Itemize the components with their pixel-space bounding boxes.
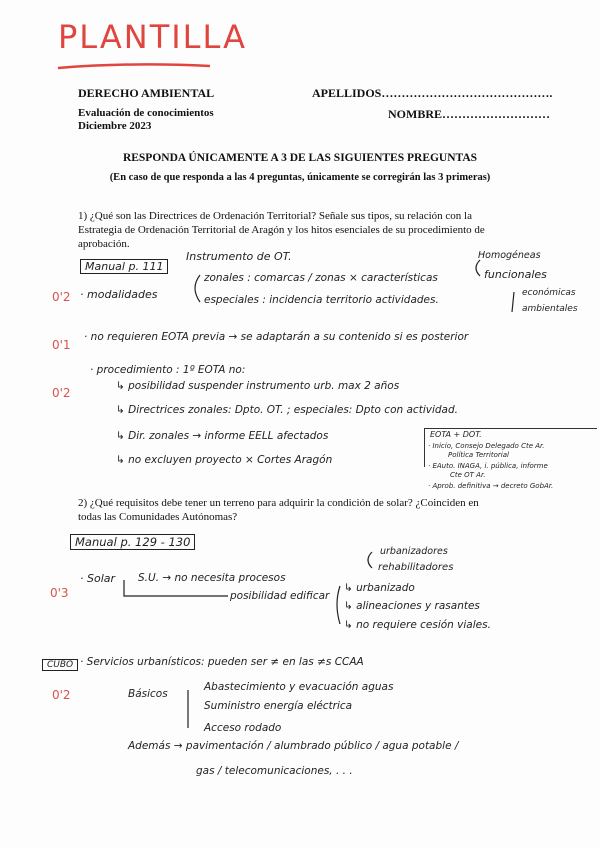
q2-bullet-1: ↳ urbanizado <box>344 582 415 594</box>
q2-score-a: 0'3 <box>50 586 69 600</box>
instructions-title: RESPONDA ÚNICAMENTE A 3 DE LAS SIGUIENTES PREGUNTAS <box>122 152 478 164</box>
q2-posibilidad: posibilidad edificar <box>230 590 330 602</box>
q1-modalidades: · modalidades <box>80 288 158 301</box>
q1-ambientales: ambientales <box>522 304 578 314</box>
q2-basicos: Básicos <box>128 688 168 700</box>
exam-type: Evaluación de conocimientos <box>78 107 214 119</box>
q2-solar: · Solar <box>80 572 116 585</box>
q2-service-1: Abastecimiento y evacuación aguas <box>204 681 394 693</box>
q1-no-requieren: · no requieren EOTA previa → se adaptarán a su contenido si es posterior <box>84 331 469 343</box>
q1-manual-reference: Manual p. 111 <box>80 259 168 274</box>
question-2-line-2: todas las Comunidades Autónomas? <box>78 511 238 523</box>
subject-title: DERECHO AMBIENTAL <box>78 86 215 100</box>
q2-suelo-urbano: S.U. → no necesita procesos <box>138 572 286 584</box>
q2-bullet-3: ↳ no requiere cesión viales. <box>344 619 491 631</box>
question-2-line-1: 2) ¿Qué requisitos debe tener un terreno para adquirir la condición de solar? ¿Coinciden en <box>78 497 479 509</box>
q1-side-2: · EAuto. INAGA, i. pública, informe <box>428 462 548 470</box>
q2-service-2: Suministro energía eléctrica <box>204 700 353 712</box>
instructions-note: (En caso de que responda a las 4 preguntas, únicamente se corregirán las 3 primeras) <box>109 172 491 183</box>
q2-ademas: Además → pavimentación / alumbrado público / agua potable / <box>128 740 459 752</box>
q2-service-3: Acceso rodado <box>204 722 282 734</box>
q2-rehabilitadores: rehabilitadores <box>378 562 454 573</box>
q2-ademas-2: gas / telecomunicaciones, . . . <box>196 765 353 777</box>
q1-score-b: 0'1 <box>52 338 71 352</box>
q1-side-title: EOTA + DOT. <box>430 430 482 439</box>
q1-score-c: 0'2 <box>52 386 71 400</box>
q2-servicios: · Servicios urbanísticos: pueden ser ≠ en las ≠s CCAA <box>80 656 364 668</box>
q1-score-a: 0'2 <box>52 290 71 304</box>
q1-step-2: ↳ Directrices zonales: Dpto. OT. ; especiales: Dpto con actividad. <box>116 404 458 416</box>
question-1-line-3: aprobación. <box>78 238 130 250</box>
question-1-line-1: 1) ¿Qué son las Directrices de Ordenación Territorial? Señale sus tipos, su relación con la <box>78 210 472 222</box>
q1-side-3: · Aprob. definitiva → decreto GobAr. <box>428 482 554 490</box>
q1-zonales: zonales : comarcas / zonas × características <box>204 272 438 284</box>
q1-especiales: especiales : incidencia territorio actividades. <box>204 294 439 306</box>
q2-bullet-2: ↳ alineaciones y rasantes <box>344 600 480 612</box>
q1-note-intro: Instrumento de OT. <box>186 250 292 263</box>
q1-side-1: · Inicio, Consejo Delegado Cte Ar. <box>428 442 545 450</box>
name-field: NOMBRE……………………… <box>388 107 550 121</box>
q2-cubo-tag: CUBO <box>42 659 78 671</box>
surname-field: APELLIDOS……………………………………. <box>312 86 553 100</box>
q1-funcionales: funcionales <box>484 268 547 281</box>
plantilla-stamp: PLANTILLA <box>58 18 247 56</box>
q1-homogeneas: Homogéneas <box>478 250 541 261</box>
q2-urbanizadores: urbanizadores <box>380 546 448 557</box>
q1-step-1: ↳ posibilidad suspender instrumento urb. max 2 años <box>116 380 400 392</box>
q1-side-2b: Cte OT Ar. <box>450 471 486 479</box>
question-1-line-2: Estrategia de Ordenación Territorial de Aragón y los hitos esenciales de su procedimiento de <box>78 224 485 236</box>
q1-procedimiento: · procedimiento : 1º EOTA no: <box>90 364 246 376</box>
q1-step-3: ↳ Dir. zonales → informe EELL afectados <box>116 430 329 442</box>
q2-manual-reference: Manual p. 129 - 130 <box>70 534 195 550</box>
q1-step-4: ↳ no excluyen proyecto × Cortes Aragón <box>116 454 333 466</box>
exam-date: Diciembre 2023 <box>78 120 152 132</box>
q2-score-b: 0'2 <box>52 688 71 702</box>
q1-side-1b: Política Territorial <box>448 451 509 459</box>
q1-economicas: económicas <box>522 288 576 298</box>
